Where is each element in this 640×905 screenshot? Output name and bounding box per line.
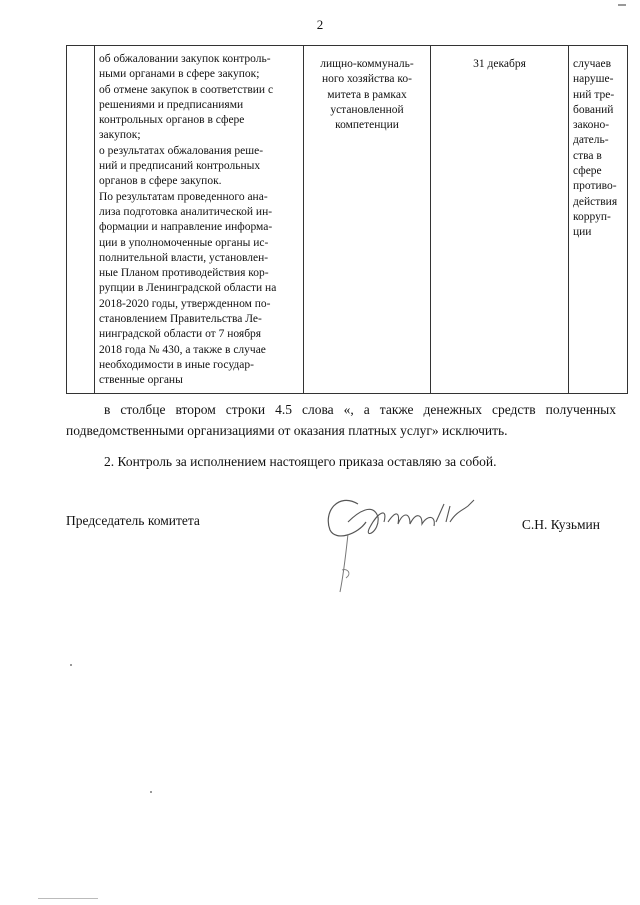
scan-speck — [70, 664, 72, 666]
table-cell-result: случаев наруше- ний тре- бований законо- датель- ства в сфере противо- действия корруп- ции — [569, 46, 628, 394]
control-paragraph: 2. Контроль за исполнением настоящего приказа оставляю за собой. — [104, 454, 497, 469]
scan-speck — [618, 4, 626, 6]
table-cell-deadline: 31 декабря — [431, 46, 569, 394]
scan-edge-mark — [38, 898, 98, 899]
amendment-paragraph: в столбце втором строки 4.5 слова «, а также денежных средств полученных подведомственными организациями от оказания платных услуг» исключить. — [66, 402, 616, 438]
content-text: об обжаловании закупок контроль- ными органами в сфере закупок; об отмене закупок в соответствии с решениями и предписаниями контрольных органов в сфере закупок; о результатах обжалования реше- ний и предписаний контрольных органов в сфере закупок. По результатам проведенного ана- лиза подготовка аналитической ин- формации и направление информа- ции в уполномоченные органы ис- полнительной власти, установлен- ные Планом противодействия кор- рупции в Ленинградской области на 2018-2020 годы, утвержденном по- становлением Правительства Ле- нинградской области от 7 ноября 2018 года № 430, а также в случае необходимости в иные государ- ственные органы — [99, 53, 277, 387]
signatory-name: С.Н. Кузьмин — [521, 517, 600, 532]
table-cell-content — [95, 46, 304, 394]
table-row — [67, 46, 628, 394]
page-number: 2 — [316, 17, 324, 32]
handwritten-signature — [318, 482, 488, 602]
table-cell-number — [67, 46, 95, 394]
scan-speck — [150, 791, 152, 793]
continuation-table — [66, 45, 628, 394]
signatory-title: Председатель комитета — [66, 513, 200, 528]
table-cell-responsible: лищно-коммуналь- ного хозяйства ко- митета в рамках установленной компетенции — [304, 46, 431, 394]
